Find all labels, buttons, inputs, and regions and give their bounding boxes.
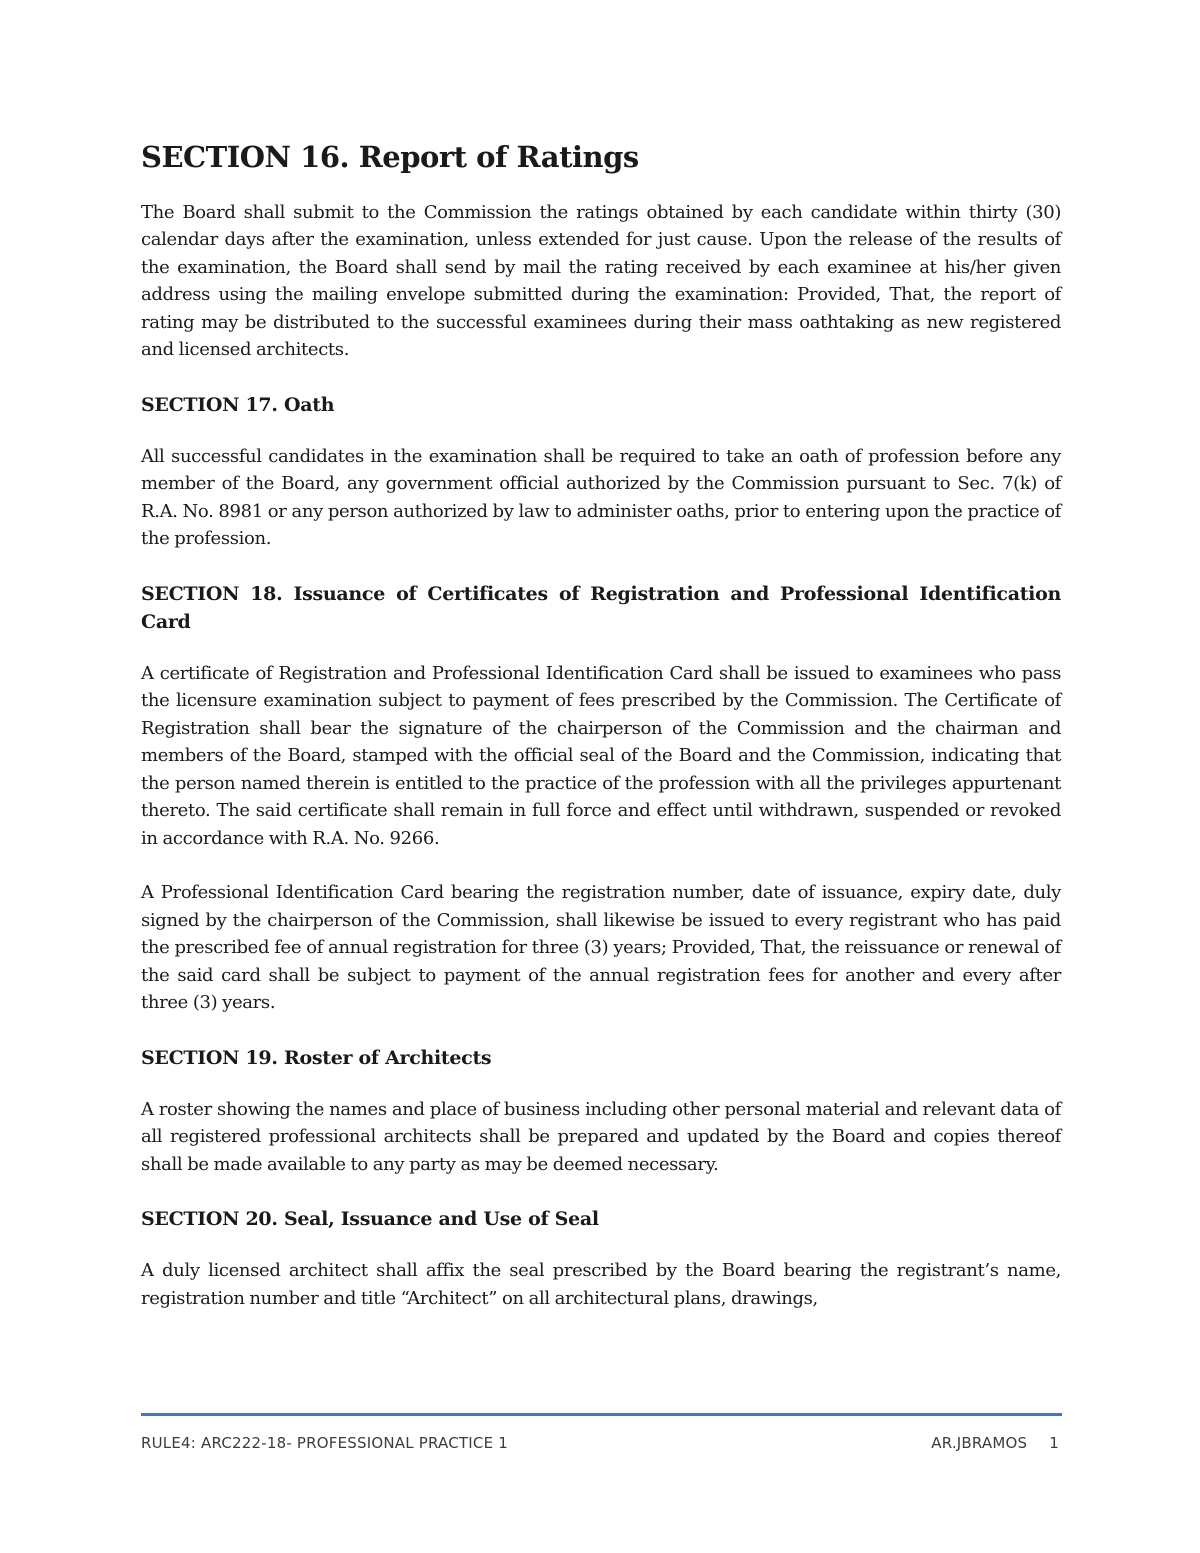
section-20-heading: SECTION 20. Seal, Issuance and Use of Seal xyxy=(141,1208,599,1231)
page-footer xyxy=(141,1434,1059,1452)
footer-author: AR.JBRAMOS xyxy=(931,1434,1028,1452)
footer-course-label: RULE4: ARC222-18- PROFESSIONAL PRACTICE 1 xyxy=(141,1434,508,1452)
section-19-paragraph: A roster showing the names and place of business including other personal material and relevant data of all registered professional architects shall be prepared and updated by the Board and copies thereof shall be made available to any party as may be deemed necessary. xyxy=(141,1098,1061,1175)
section-18-heading: SECTION 18. Issuance of Certificates of Registration and Professional Identification Card xyxy=(141,582,1061,633)
document-body xyxy=(141,140,1061,1312)
section-17-heading: SECTION 17. Oath xyxy=(141,393,335,416)
page-number: 1 xyxy=(1049,1434,1059,1452)
section-17-paragraph: All successful candidates in the examination shall be required to take an oath of profession before any member of the Board, any government official authorized by the Commission pursuant to Sec. 7(k) of R.A. No. 8981 or any person authorized by law to administer oaths, prior to entering upon the practice of the profession. xyxy=(141,445,1061,550)
section-16-paragraph: The Board shall submit to the Commission the ratings obtained by each candidate within thirty (30) calendar days after the examination, unless extended for just cause. Upon the release of the results of the examination, the Board shall send by mail the rating received by each examinee at his/her given address using the mailing envelope submitted during the examination: Provided, That, the report of rating may be distributed to the successful examinees during their mass oathtaking as new registered and licensed architects. xyxy=(141,201,1061,361)
section-18-paragraph-1: A certificate of Registration and Professional Identification Card shall be issued to examinees who pass the licensure examination subject to payment of fees prescribed by the Commission. The Certificate of Registration shall bear the signature of the chairperson of the Commission and the chairman and members of the Board, stamped with the official seal of the Board and the Commission, indicating that the person named therein is entitled to the practice of the profession with all the privileges appurtenant thereto. The said certificate shall remain in full force and effect until withdrawn, suspended or revoked in accordance with R.A. No. 9266. xyxy=(141,662,1061,849)
footer-divider xyxy=(141,1413,1062,1416)
section-20-paragraph: A duly licensed architect shall affix the seal prescribed by the Board bearing the registrant’s name, registration number and title “Architect” on all architectural plans, drawings, xyxy=(141,1260,1061,1309)
section-19-heading: SECTION 19. Roster of Architects xyxy=(141,1046,492,1069)
section-18-paragraph-2: A Professional Identification Card bearing the registration number, date of issuance, expiry date, duly signed by the chairperson of the Commission, shall likewise be issued to every registrant who has paid the prescribed fee of annual registration for three (3) years; Provided, That, the reissuance or renewal of the said card shall be subject to payment of the annual registration fees for another and every after three (3) years. xyxy=(141,882,1061,1014)
section-16-heading: SECTION 16. Report of Ratings xyxy=(141,140,639,174)
footer-right xyxy=(909,1434,1059,1452)
